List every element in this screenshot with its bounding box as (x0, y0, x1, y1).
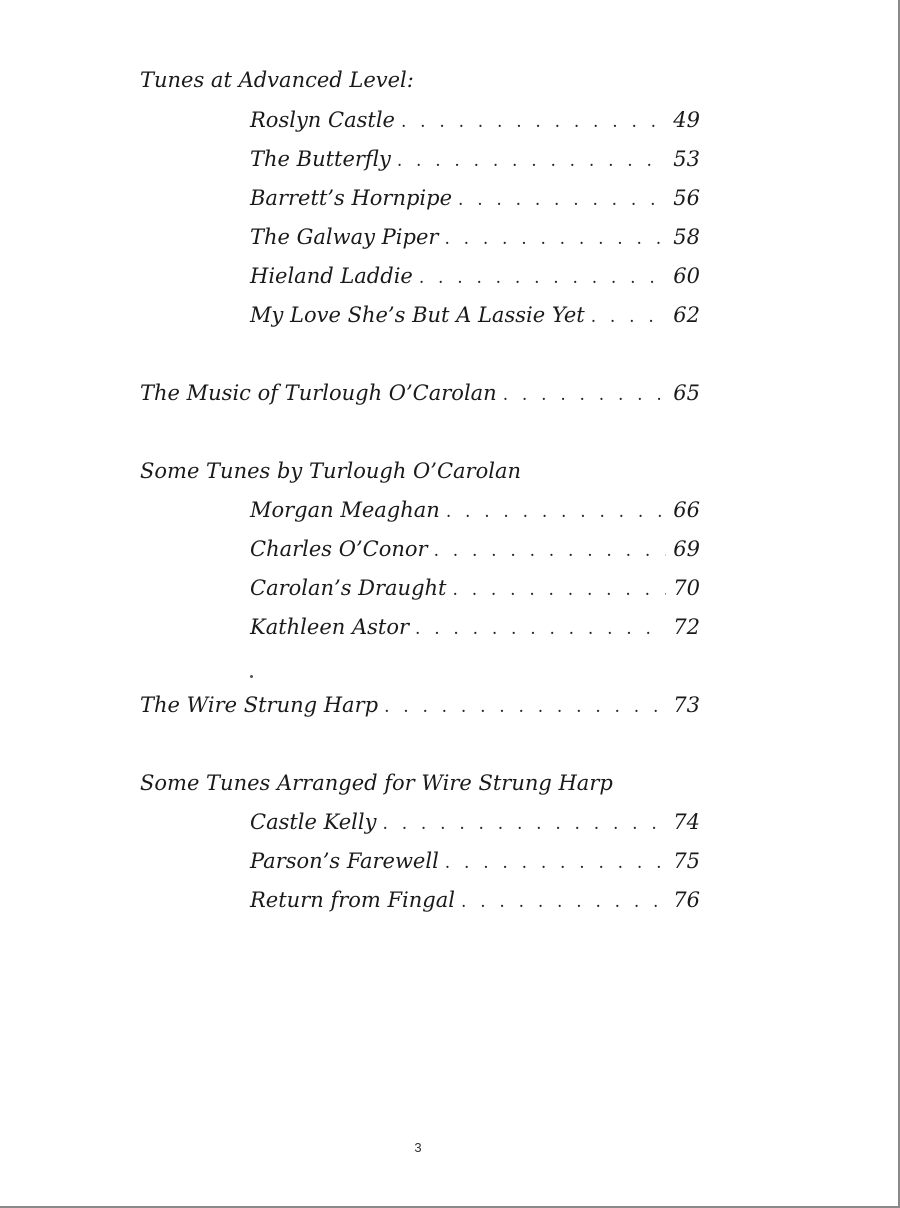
print-speck (250, 675, 253, 678)
dot-leader (591, 303, 666, 331)
toc-entry-title: Parson’s Farewell (250, 849, 439, 873)
dot-leader (458, 186, 666, 214)
toc-main-entry (140, 691, 700, 719)
toc-entry-page: 74 (673, 810, 700, 834)
toc-entry-page: 76 (673, 888, 700, 912)
dot-leader (382, 810, 666, 838)
toc-entry (250, 574, 700, 602)
dot-leader (434, 537, 666, 565)
toc-entry (250, 223, 700, 251)
toc-entry-title: The Wire Strung Harp (140, 693, 379, 717)
toc-entry-title: The Butterfly (250, 147, 391, 171)
toc-entry-page: 70 (673, 576, 700, 600)
toc-entry-page: 60 (673, 264, 700, 288)
toc-entry-page: 73 (673, 693, 700, 717)
dot-leader (444, 225, 666, 253)
toc-entry-title: The Music of Turlough O’Carolan (140, 381, 497, 405)
toc-entry-title: My Love She’s But A Lassie Yet (250, 303, 585, 327)
toc-entry-title: Barrett’s Hornpipe (250, 186, 453, 210)
dot-leader (384, 693, 666, 721)
toc-entry-title: Kathleen Astor (250, 615, 410, 639)
page-number: 3 (414, 1140, 422, 1155)
toc-main-entry (140, 379, 700, 407)
toc-entry (250, 808, 700, 836)
dot-leader (446, 498, 666, 526)
toc-entry (250, 301, 700, 329)
dot-leader (401, 108, 666, 136)
toc-entry (250, 106, 700, 134)
toc-entry-page: 53 (673, 147, 700, 171)
toc-entry (250, 145, 700, 173)
dot-leader (503, 381, 666, 409)
toc-entry-title: The Galway Piper (250, 225, 439, 249)
toc-entry-page: 75 (673, 849, 700, 873)
dot-leader (419, 264, 666, 292)
toc-entry-page: 62 (673, 303, 700, 327)
toc-entry-page: 58 (673, 225, 700, 249)
section-heading-wire-strung: Some Tunes Arranged for Wire Strung Harp (140, 771, 613, 795)
section-heading-carolan: Some Tunes by Turlough O’Carolan (140, 459, 521, 483)
toc-entry-page: 65 (673, 381, 700, 405)
toc-entry (250, 184, 700, 212)
toc-entry (250, 613, 700, 641)
toc-entry-title: Hieland Laddie (250, 264, 413, 288)
dot-leader (445, 849, 666, 877)
toc-entry-page: 72 (673, 615, 700, 639)
toc-entry-page: 49 (673, 108, 700, 132)
dot-leader (461, 888, 666, 916)
toc-entry (250, 535, 700, 563)
toc-entry-title: Castle Kelly (250, 810, 377, 834)
toc-entry (250, 847, 700, 875)
toc-entry-title: Morgan Meaghan (250, 498, 440, 522)
toc-entry-title: Roslyn Castle (250, 108, 395, 132)
dot-leader (397, 147, 666, 175)
toc-entry (250, 886, 700, 914)
toc-entry-title: Charles O’Conor (250, 537, 428, 561)
toc-entry-page: 56 (673, 186, 700, 210)
toc-entry-title: Carolan’s Draught (250, 576, 447, 600)
dot-leader (453, 576, 667, 604)
toc-entry-page: 66 (673, 498, 700, 522)
toc-entry (250, 496, 700, 524)
section-heading-advanced: Tunes at Advanced Level: (140, 68, 414, 92)
toc-entry-title: Return from Fingal (250, 888, 455, 912)
dot-leader (415, 615, 666, 643)
toc-entry-page: 69 (673, 537, 700, 561)
toc-entry (250, 262, 700, 290)
